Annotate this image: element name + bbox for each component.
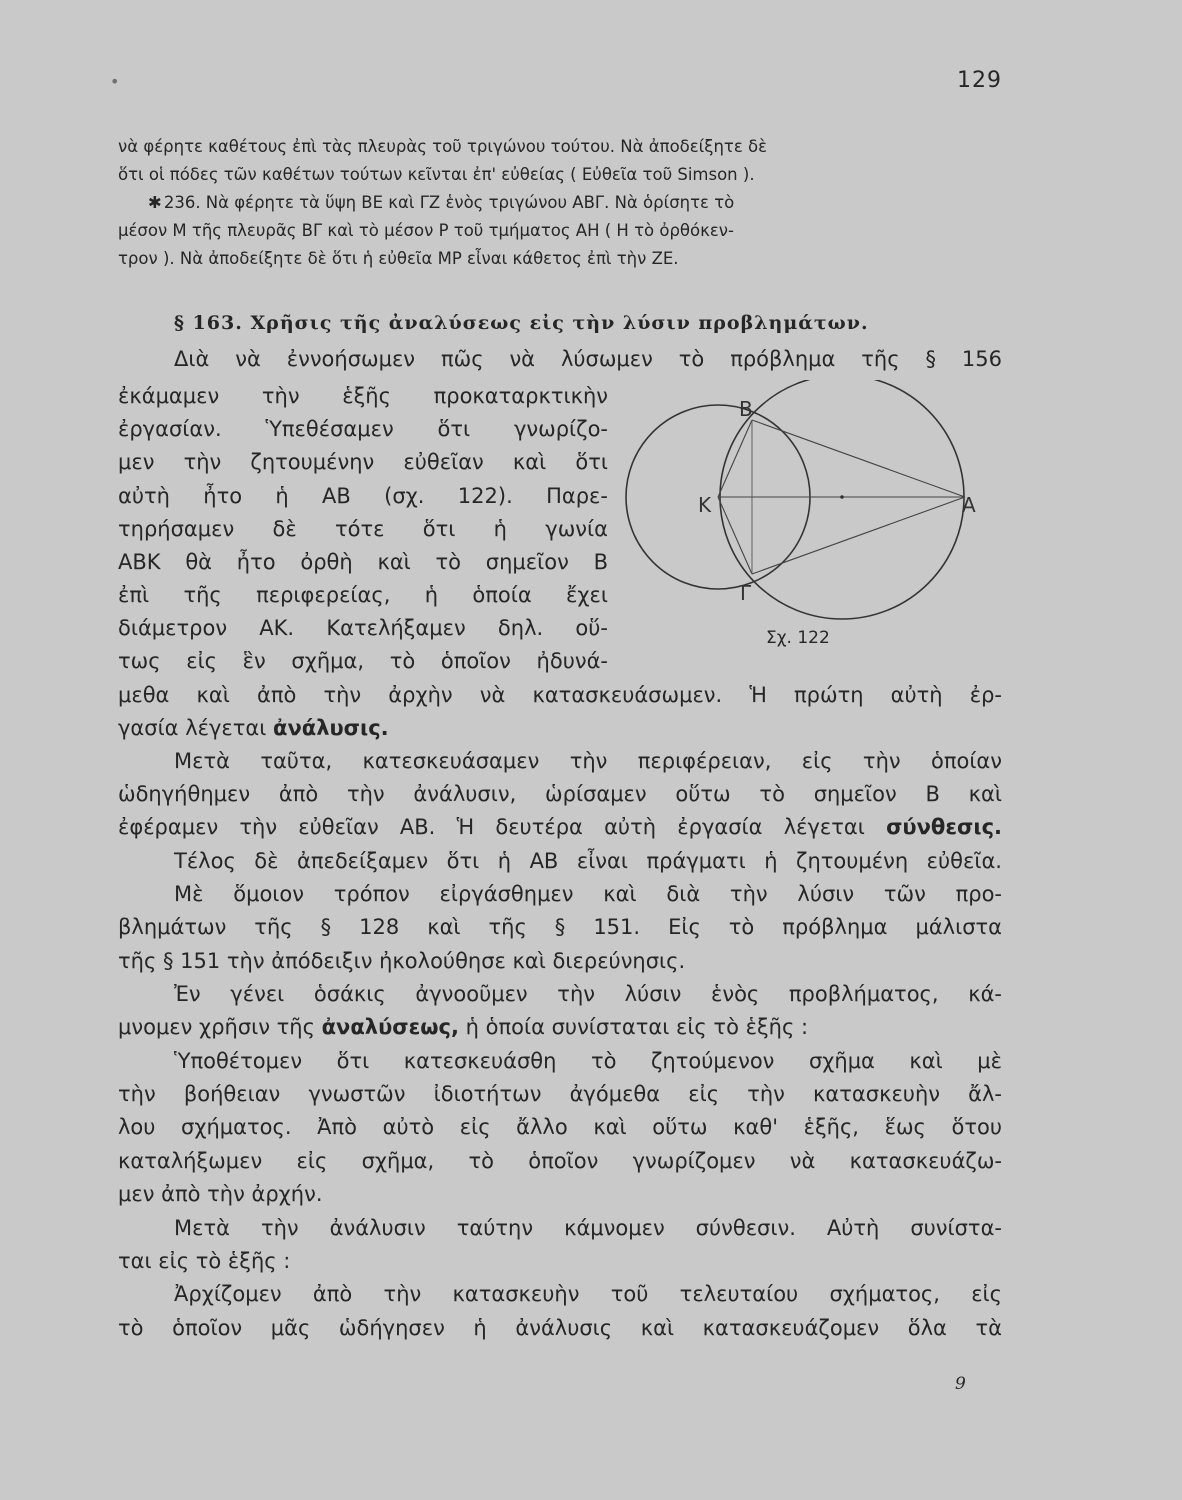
para3-line: Τέλος δὲ ἀπεδείξαμεν ὅτι ἡ ΑΒ εἶναι πράγματι ἡ ζητουμένη εὐθεῖα.	[174, 849, 1002, 873]
para6-line: μεν ἀπὸ τὴν ἀρχήν.	[118, 1182, 323, 1206]
para1-narrow-line: ἐκάμαμεν τὴν ἑξῆς προκαταρκτικὴν	[118, 384, 608, 408]
para5-line: Ἐν γένει ὁσάκις ἀγνοοῦμεν τὴν λύσιν ἑνὸς προβλήματος, κά-	[174, 982, 1002, 1006]
para8-line: Ἀρχίζομεν ἀπὸ τὴν κατασκευὴν τοῦ τελευταίου σχήματος, εἰς	[174, 1282, 1002, 1306]
para7-line: ται εἰς τὸ ἑξῆς :	[118, 1249, 291, 1273]
intro-line-3	[148, 188, 1002, 218]
para2-line: Μετὰ ταῦτα, κατεσκευάσαμεν τὴν περιφέρειαν, εἰς τὴν ὁποίαν	[174, 749, 1002, 773]
para1-narrow-line: μεν τὴν ζητουμένην εὐθεῖαν καὶ ὅτι	[118, 450, 608, 474]
para1-last-line	[118, 713, 389, 743]
para2-line-3	[118, 812, 1002, 842]
para2-text: ἐφέραμεν τὴν εὐθεῖαν ΑΒ. Ἡ δευτέρα αὐτὴ ἐργασία λέγεται	[118, 815, 865, 839]
para5-text: ἡ ὁποία συνίσταται εἰς τὸ ἑξῆς :	[465, 1015, 809, 1039]
term-analyseos: ἀναλύσεως,	[321, 1015, 459, 1039]
para6-line: καταλήξωμεν εἰς σχῆμα, τὸ ὁποῖον γνωρίζομεν νὰ κατασκευάζω-	[118, 1149, 1002, 1173]
signature-number: 9	[955, 1374, 966, 1394]
section-heading: § 163. Χρῆσις τῆς ἀναλύσεως εἰς τὴν λύσιν προβλημάτων.	[174, 312, 869, 334]
exercise-mark-icon: ✱	[148, 193, 162, 212]
para1-narrow-line: διάμετρον ΑΚ. Κατελήξαμεν δηλ. οὕ-	[118, 616, 608, 640]
para5-line-2	[118, 1012, 808, 1042]
term-synthesis: σύνθεσις.	[886, 815, 1002, 839]
para6-line: τὴν βοήθειαν γνωστῶν ἰδιοτήτων ἀγόμεθα εἰς τὴν κατασκευὴν ἄλ-	[118, 1082, 1002, 1106]
exercise-236-text: 236. Νὰ φέρητε τὰ ὕψη ΒΕ καὶ ΓΖ ἑνὸς τριγώνου ΑΒΓ. Νὰ ὁρίσητε τὸ	[163, 193, 735, 212]
para4-line: τῆς § 151 τὴν ἀπόδειξιν ἠκολούθησε καὶ διερεύνησις.	[118, 949, 686, 973]
intro-line-2: ὅτι οἱ πόδες τῶν καθέτων τούτων κεῖνται ἐπ' εὐθείας ( Εὐθεῖα τοῦ Simson ).	[118, 165, 755, 184]
para1-first-line: Διὰ νὰ ἐννοήσωμεν πῶς νὰ λύσωμεν τὸ πρόβλημα τῆς § 156	[174, 347, 1002, 371]
radius-KG	[718, 497, 752, 574]
para6-line: λου σχήματος. Ἀπὸ αὐτὸ εἰς ἄλλο καὶ οὕτω καθ' ἑξῆς, ἕως ὅτου	[118, 1115, 1002, 1139]
para1-last-text: γασία λέγεται	[118, 716, 267, 740]
tangent-AG	[752, 497, 965, 574]
figure-122	[620, 380, 1000, 630]
term-analysis: ἀνάλυσις.	[273, 716, 389, 740]
para5-text: μνομεν χρῆσιν τῆς	[118, 1015, 315, 1039]
para1-narrow-line: ΑΒΚ θὰ ἦτο ὀρθὴ καὶ τὸ σημεῖον Β	[118, 550, 608, 574]
para1-narrow-line: τηρήσαμεν δὲ τότε ὅτι ἡ γωνία	[118, 517, 608, 541]
para8-line: τὸ ὁποῖον μᾶς ὡδήγησεν ἡ ἀνάλυσις καὶ κατασκευάζομεν ὅλα τὰ	[118, 1316, 1002, 1340]
intro-line-5: τρον ). Νὰ ἀποδείξητε δὲ ὅτι ἡ εὐθεῖα ΜΡ εἶναι κάθετος ἐπὶ τὴν ΖΕ.	[118, 249, 679, 268]
para1-narrow-line: ἐργασίαν. Ὑπεθέσαμεν ὅτι γνωρίζο-	[118, 417, 608, 441]
page-number: 129	[957, 68, 1002, 93]
para1-narrow-line: ἐπὶ τῆς περιφερείας, ἡ ὁποία ἔχει	[118, 583, 608, 607]
label-K: Κ	[698, 493, 712, 517]
para7-line: Μετὰ τὴν ἀνάλυσιν ταύτην κάμνομεν σύνθεσιν. Αὐτὴ συνίστα-	[174, 1216, 1002, 1240]
radius-KB	[718, 420, 752, 497]
label-G: Γ	[740, 581, 752, 605]
para1-narrow-line: αὐτὴ ἦτο ἡ ΑΒ (σχ. 122). Παρε-	[118, 484, 608, 508]
para1-full-line: μεθα καὶ ἀπὸ τὴν ἀρχὴν νὰ κατασκευάσωμεν. Ἡ πρώτη αὐτὴ ἐρ-	[118, 683, 1002, 707]
center-point	[840, 495, 844, 499]
para1-narrow-line: τως εἰς ἓν σχῆμα, τὸ ὁποῖον ἠδυνά-	[118, 649, 608, 673]
large-circle	[720, 380, 964, 619]
para4-line: Μὲ ὅμοιον τρόπον εἰργάσθημεν καὶ διὰ τὴν λύσιν τῶν προ-	[174, 882, 1002, 906]
label-B: Β	[739, 397, 753, 421]
intro-line-1: νὰ φέρητε καθέτους ἐπὶ τὰς πλευρὰς τοῦ τριγώνου τούτου. Νὰ ἀποδείξητε δὲ	[118, 137, 768, 156]
figure-caption: Σχ. 122	[766, 628, 830, 648]
intro-line-4: μέσον Μ τῆς πλευρᾶς ΒΓ καὶ τὸ μέσον Ρ τοῦ τμήματος ΑΗ ( Η τὸ ὀρθόκεν-	[118, 221, 734, 240]
tangent-AB	[752, 420, 965, 497]
para2-line: ὡδηγήθημεν ἀπὸ τὴν ἀνάλυσιν, ὡρίσαμεν οὕτω τὸ σημεῖον Β καὶ	[118, 782, 1002, 806]
para6-line: Ὑποθέτομεν ὅτι κατεσκευάσθη τὸ ζητούμενον σχῆμα καὶ μὲ	[174, 1049, 1002, 1073]
label-A: Α	[962, 493, 976, 517]
margin-dot: •	[110, 72, 120, 91]
para4-line: βλημάτων τῆς § 128 καὶ τῆς § 151. Εἰς τὸ πρόβλημα μάλιστα	[118, 915, 1002, 939]
